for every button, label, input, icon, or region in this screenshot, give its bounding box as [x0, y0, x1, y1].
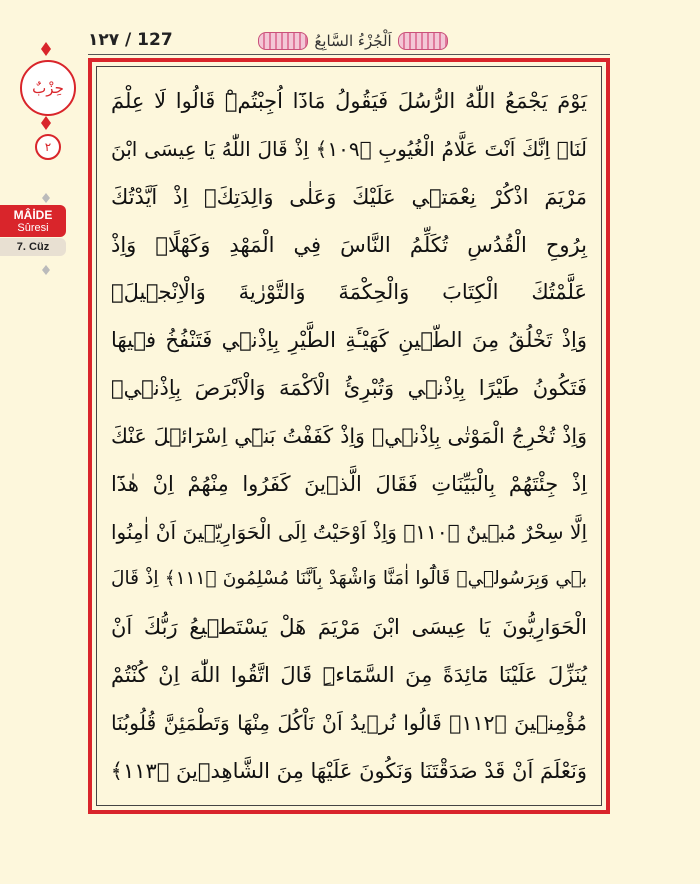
- hizb-number: ٢: [35, 134, 61, 160]
- text-line: يُنَزِّلَ عَلَيْنَا مَٓائِدَةً مِنَ السَّمَٓاءِۜ قَالَ اتَّقُوا اللّٰهَ اِنْ كُنْتُمْ: [111, 663, 587, 688]
- page-frame-inner: [96, 66, 602, 806]
- text-line: الْحَوَارِيُّونَ يَا عِيسَى ابْنَ مَرْيَمَ هَلْ يَسْتَط۪يعُ رَبُّكَ اَنْ: [111, 615, 587, 640]
- sura-tab[interactable]: [0, 205, 66, 256]
- text-line: وَنَعْلَمَ اَنْ قَدْ صَدَقْتَنَا وَنَكُونَ عَلَيْهَا مِنَ الشَّاهِد۪ينَ ﴿١١٣﴾: [110, 758, 587, 783]
- page-frame: [88, 58, 610, 814]
- quran-text: [111, 79, 587, 793]
- hizb-marker: [18, 40, 76, 160]
- juz-title: اَلْجُزْءُ السَّابِعُ: [314, 32, 392, 50]
- diamond-icon: [41, 42, 51, 56]
- text-line: مَرْيَمَ اذْكُرْ نِعْمَت۪ي عَلَيْكَ وَعَلٰى وَالِدَتِكَۢ اِذْ اَيَّدْتُكَ: [111, 184, 587, 209]
- ornament-right-icon: [398, 32, 448, 50]
- text-line: مُؤْمِن۪ينَ ﴿١١٢﴾ قَالُوا نُر۪يدُ اَنْ نَاْكُلَ مِنْهَا وَتَطْمَئِنَّ قُلُوبُنَا: [111, 710, 587, 735]
- juz-header: [228, 28, 478, 54]
- text-line: ب۪ي وَبِرَسُول۪يۚ قَالُٓوا اٰمَنَّا وَاشْهَدْ بِاَنَّنَا مُسْلِمُونَ ﴿١١١﴾ اِذْ قَالَ: [111, 568, 587, 590]
- sura-name: MÂİDE: [13, 208, 53, 222]
- header-rule: [88, 54, 610, 55]
- hizb-label: حِزْبٌ: [20, 60, 76, 116]
- text-line: اِذْ جِئْتَهُمْ بِالْبَيِّنَاتِ فَقَالَ الَّذ۪ينَ كَفَرُوا مِنْهُمْ اِنْ هٰذَٓا: [111, 471, 587, 496]
- sura-name-box: [0, 205, 66, 237]
- text-line: وَاِذْ تَخْلُقُ مِنَ الطّ۪ينِ كَهَيْـَٔةِ الطَّيْرِ بِاِذْن۪ي فَتَنْفُخُ ف۪يهَا: [111, 328, 587, 353]
- text-line: لَنَاۜ اِنَّكَ اَنْتَ عَلَّامُ الْغُيُوبِ ﴿١٠٩﴾ اِذْ قَالَ اللّٰهُ يَا عِيسَى ابْنَ: [111, 136, 587, 161]
- page-number: ١٢٧ / 127: [88, 30, 173, 50]
- text-line: اِلَّا سِحْرٌ مُب۪ينٌ ﴿١١٠﴾ وَاِذْ اَوْحَيْتُ اِلَى الْحَوَارِيّ۪ينَ اَنْ اٰمِنُوا: [111, 519, 588, 544]
- diamond-icon: [42, 265, 50, 275]
- text-line: وَاِذْ تُخْرِجُ الْمَوْتٰى بِاِذْن۪يۚ وَاِذْ كَفَفْتُ بَن۪ٓي اِسْرَٓائ۪لَ عَنْكَ: [111, 423, 587, 448]
- diamond-icon: [42, 193, 50, 203]
- text-line: يَوْمَ يَجْمَعُ اللّٰهُ الرُّسُلَ فَيَقُولُ مَاذَٓا اُجِبْتُمْۜ قَالُوا لَا عِلْمَ: [111, 89, 587, 113]
- text-line: عَلَّمْتُكَ الْكِتَابَ وَالْحِكْمَةَ وَالتَّوْرٰيةَ وَالْاِنْج۪يلَۚ: [111, 280, 587, 305]
- text-line: فَتَكُونُ طَيْرًا بِاِذْن۪ي وَتُبْرِئُ الْاَكْمَهَ وَالْاَبْرَصَ بِاِذْن۪يۚ: [111, 376, 587, 401]
- text-line: بِرُوحِ الْقُدُسِ تُكَلِّمُ النَّاسَ فِي الْمَهْدِ وَكَهْلًاۚ وَاِذْ: [111, 232, 587, 257]
- diamond-icon: [41, 116, 51, 130]
- cuz-label: 7. Cüz: [0, 238, 66, 256]
- sura-subtitle: Sûresi: [17, 222, 49, 234]
- ornament-left-icon: [258, 32, 308, 50]
